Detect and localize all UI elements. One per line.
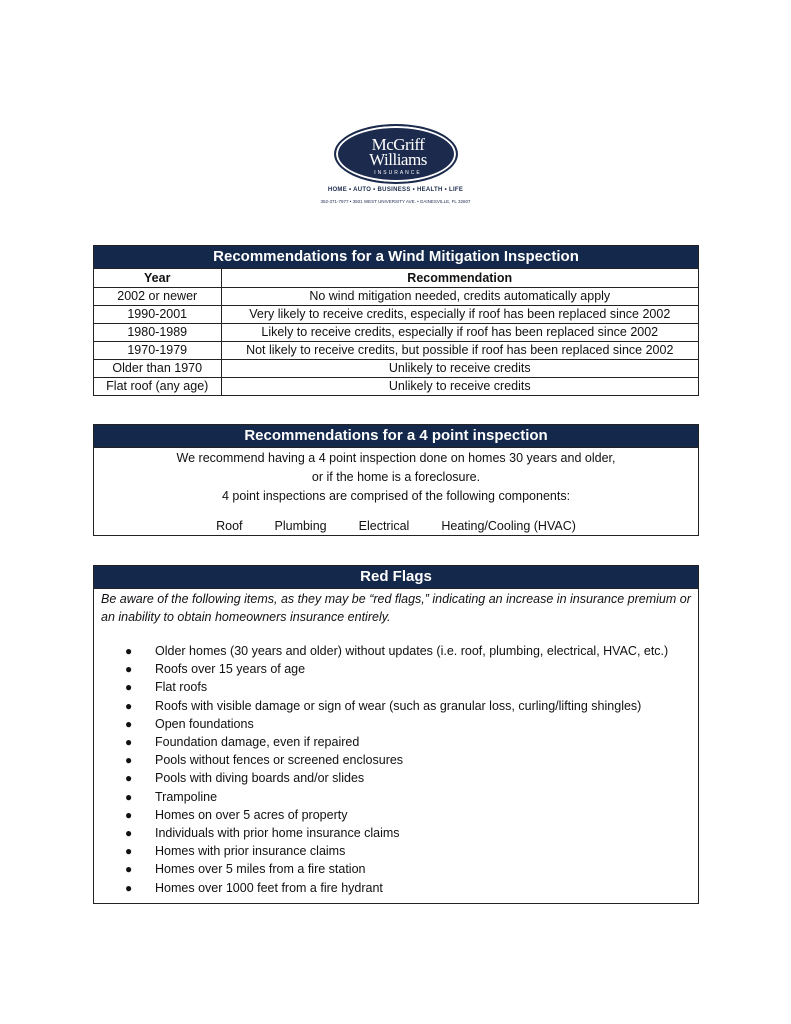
list-item bbox=[125, 678, 692, 696]
list-item bbox=[125, 715, 692, 733]
list-item-text: Roofs over 15 years of age bbox=[155, 662, 306, 677]
four-point-line-2: or if the home is a foreclosure. bbox=[311, 470, 481, 484]
wind-mitigation-section bbox=[93, 245, 699, 396]
list-item-text: Homes on over 5 acres of property bbox=[155, 807, 348, 822]
year-cell: Older than 1970 bbox=[94, 359, 221, 377]
table-row bbox=[94, 305, 698, 323]
red-flags-body bbox=[94, 589, 698, 903]
table-row bbox=[94, 359, 698, 377]
bullet-icon: ● bbox=[125, 735, 133, 750]
bullet-icon: ● bbox=[125, 753, 133, 768]
four-point-components bbox=[94, 517, 698, 536]
list-item bbox=[125, 733, 692, 751]
four-point-line-1: We recommend having a 4 point inspection done on homes 30 years and older, bbox=[176, 451, 616, 465]
list-item-text: Open foundations bbox=[155, 716, 254, 731]
logo-text-mcgriff: McGriff bbox=[371, 135, 425, 154]
bullet-icon: ● bbox=[125, 862, 133, 877]
list-item bbox=[125, 788, 692, 806]
year-cell: 1970-1979 bbox=[94, 341, 221, 359]
table-row bbox=[94, 323, 698, 341]
recommendation-cell: Unlikely to receive credits bbox=[221, 377, 698, 395]
list-item-text: Foundation damage, even if repaired bbox=[155, 735, 360, 750]
bullet-icon: ● bbox=[125, 644, 133, 658]
bullet-icon: ● bbox=[125, 826, 133, 841]
component-plumbing: Plumbing bbox=[274, 519, 327, 533]
red-flags-title: Red Flags bbox=[94, 566, 698, 589]
year-cell: 2002 or newer bbox=[94, 287, 221, 305]
component-electrical: Electrical bbox=[358, 519, 410, 533]
year-cell: Flat roof (any age) bbox=[94, 377, 221, 395]
year-cell: 1980-1989 bbox=[94, 323, 221, 341]
list-item bbox=[125, 697, 692, 715]
list-item-text: Individuals with prior home insurance claims bbox=[155, 826, 400, 841]
list-item-text: Older homes (30 years and older) without updates (i.e. roof, plumbing, electrical, HVAC, etc.) bbox=[155, 644, 669, 658]
bullet-icon: ● bbox=[125, 716, 133, 731]
bullet-icon: ● bbox=[125, 844, 133, 859]
table-row bbox=[94, 341, 698, 359]
list-item bbox=[125, 642, 692, 660]
list-item bbox=[125, 769, 692, 787]
four-point-title: Recommendations for a 4 point inspection bbox=[94, 425, 698, 448]
recommendation-cell: No wind mitigation needed, credits automatically apply bbox=[221, 287, 698, 305]
bullet-icon: ● bbox=[125, 698, 133, 713]
list-item-text: Pools with diving boards and/or slides bbox=[155, 771, 365, 786]
column-header-recommendation: Recommendation bbox=[407, 270, 513, 285]
logo-oval bbox=[334, 124, 458, 184]
list-item bbox=[125, 824, 692, 842]
list-item bbox=[125, 751, 692, 769]
list-item bbox=[125, 860, 692, 878]
red-flags-section bbox=[93, 565, 699, 904]
table-header-row bbox=[94, 269, 698, 287]
red-flags-list bbox=[101, 642, 692, 897]
wind-mitigation-table bbox=[94, 269, 698, 395]
component-roof: Roof bbox=[216, 519, 243, 533]
bullet-icon: ● bbox=[125, 880, 133, 895]
four-point-body bbox=[94, 448, 698, 535]
recommendation-cell: Very likely to receive credits, especially if roof has been replaced since 2002 bbox=[221, 305, 698, 323]
recommendation-cell: Likely to receive credits, especially if roof has been replaced since 2002 bbox=[221, 323, 698, 341]
recommendation-cell: Unlikely to receive credits bbox=[221, 359, 698, 377]
four-point-section bbox=[93, 424, 699, 536]
list-item bbox=[125, 660, 692, 678]
red-flags-intro: Be aware of the following items, as they may be “red flags,” indicating an increase in insurance premium or an inability to obtain homeowners insurance entirely. bbox=[101, 592, 691, 624]
list-item-text: Homes with prior insurance claims bbox=[155, 844, 346, 859]
table-row bbox=[94, 377, 698, 395]
four-point-line-3: 4 point inspections are comprised of the following components: bbox=[221, 489, 571, 503]
bullet-icon: ● bbox=[125, 680, 133, 695]
bullet-icon: ● bbox=[125, 807, 133, 822]
list-item bbox=[125, 806, 692, 824]
logo-text-williams: Williams bbox=[369, 150, 427, 169]
logo-address: 352-371-7977 • 3501 WEST UNIVERSITY AVE. • GAINESVILLE, FL 32607 bbox=[320, 199, 471, 204]
component-hvac: Heating/Cooling (HVAC) bbox=[441, 519, 576, 533]
year-cell: 1990-2001 bbox=[94, 305, 221, 323]
bullet-icon: ● bbox=[125, 789, 133, 804]
bullet-icon: ● bbox=[125, 771, 133, 786]
logo-tagline: HOME • AUTO • BUSINESS • HEALTH • LIFE bbox=[327, 187, 464, 193]
wind-mitigation-title: Recommendations for a Wind Mitigation Inspection bbox=[94, 246, 698, 269]
list-item-text: Trampoline bbox=[155, 789, 218, 804]
list-item-text: Pools without fences or screened enclosures bbox=[155, 753, 404, 768]
column-header-year: Year bbox=[94, 269, 221, 287]
list-item bbox=[125, 879, 692, 897]
list-item bbox=[125, 842, 692, 860]
list-item-text: Homes over 1000 feet from a fire hydrant bbox=[155, 880, 383, 895]
list-item-text: Homes over 5 miles from a fire station bbox=[155, 862, 366, 877]
list-item-text: Roofs with visible damage or sign of wear (such as granular loss, curling/lifting shingles) bbox=[155, 698, 642, 713]
table-row bbox=[94, 287, 698, 305]
bullet-icon: ● bbox=[125, 662, 133, 677]
recommendation-cell: Not likely to receive credits, but possible if roof has been replaced since 2002 bbox=[221, 341, 698, 359]
list-item-text: Flat roofs bbox=[155, 680, 208, 695]
logo-text-insurance: INSURANCE bbox=[374, 170, 422, 176]
